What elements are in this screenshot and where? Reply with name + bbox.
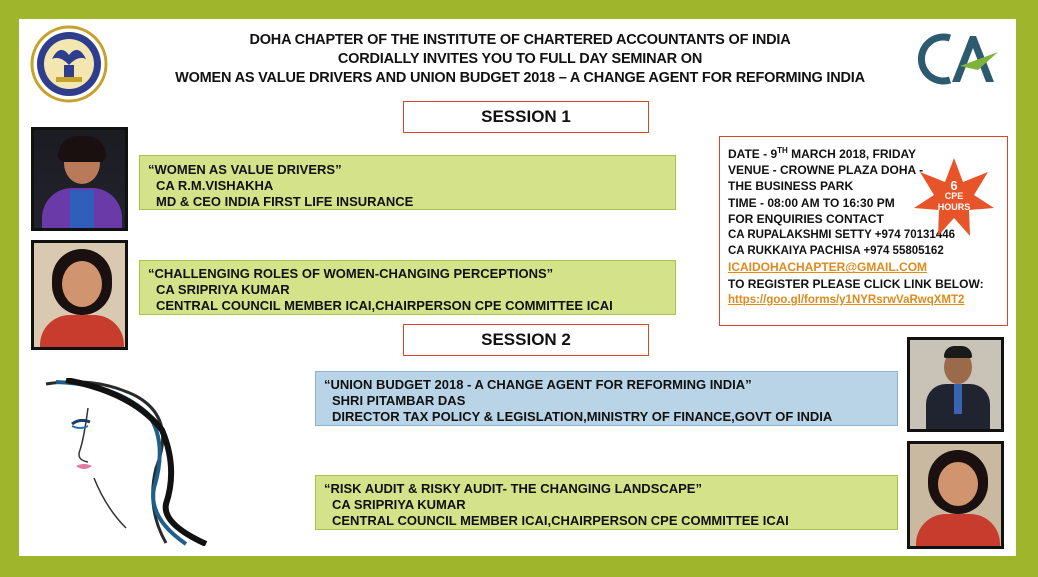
speaker-photo-vishakha [31,127,128,231]
contact-2: CA RUKKAIYA PACHISA +974 55805162 [728,245,944,258]
cpe-label: CPE [944,191,964,201]
cpe-hours-number: 6 [950,178,958,193]
talk-2-role: CENTRAL COUNCIL MEMBER ICAI,CHAIRPERSON CPE COMMITTEE ICAI [156,298,613,313]
talk-3-box [315,371,898,426]
session-1-label: SESSION 1 [403,101,649,133]
email-link[interactable]: ICAIDOHACHAPTER@GMAIL.COM [728,260,928,275]
talk-1-role: MD & CEO INDIA FIRST LIFE INSURANCE [156,194,414,209]
event-date: DATE - 9TH MARCH 2018, FRIDAY [728,146,917,161]
talk-4-title: “RISK AUDIT & RISKY AUDIT- THE CHANGING LANDSCAPE” [324,481,702,496]
header-line-1: DOHA CHAPTER OF THE INSTITUTE OF CHARTERED ACCOUNTANTS OF INDIA [249,32,791,48]
header-line-3: WOMEN AS VALUE DRIVERS AND UNION BUDGET 2018 – A CHANGE AGENT FOR REFORMING INDIA [175,70,865,86]
register-link[interactable]: https://goo.gl/forms/y1NYRsrwVaRwqXMT2 [728,293,965,306]
event-venue: VENUE - CROWNE PLAZA DOHA - THE BUSINESS PARK [728,163,924,194]
talk-2-title: “CHALLENGING ROLES OF WOMEN-CHANGING PERCEPTIONS” [148,266,554,281]
header-line-2: CORDIALLY INVITES YOU TO FULL DAY SEMINAR ON [337,51,703,67]
contact-1: CA RUPALAKSHMI SETTY +974 70131446 [728,229,956,242]
session-2-label: SESSION 2 [403,324,649,356]
speaker-photo-pitambar-das [907,337,1004,432]
talk-3-speaker: SHRI PITAMBAR DAS [332,393,466,408]
talk-1-box [139,155,676,210]
talk-3-role: DIRECTOR TAX POLICY & LEGISLATION,MINISTRY OF FINANCE,GOVT OF INDIA [332,409,833,424]
hours-label: HOURS [937,202,971,212]
enquiries-label: FOR ENQUIRIES CONTACT [728,211,884,226]
talk-4-speaker: CA SRIPRIYA KUMAR [332,497,466,512]
talk-4-box [315,475,898,530]
ca-logo-icon [916,30,1000,88]
speaker-photo-sripriya-1 [31,240,128,350]
talk-4-role: CENTRAL COUNCIL MEMBER ICAI,CHAIRPERSON CPE COMMITTEE ICAI [332,513,789,528]
talk-2-box [139,260,676,315]
event-time: TIME - 08:00 AM TO 16:30 PM [728,195,895,210]
woman-illustration-icon [36,378,216,546]
cpe-badge-text [912,180,996,213]
speaker-photo-sripriya-2 [907,441,1004,549]
talk-3-title: “UNION BUDGET 2018 - A CHANGE AGENT FOR REFORMING INDIA” [324,377,752,392]
register-label: TO REGISTER PLEASE CLICK LINK BELOW: [728,276,984,291]
talk-1-speaker: CA R.M.VISHAKHA [156,178,274,193]
talk-2-speaker: CA SRIPRIYA KUMAR [156,282,290,297]
icai-emblem-icon [30,25,108,103]
talk-1-title: “WOMEN AS VALUE DRIVERS” [148,162,342,177]
